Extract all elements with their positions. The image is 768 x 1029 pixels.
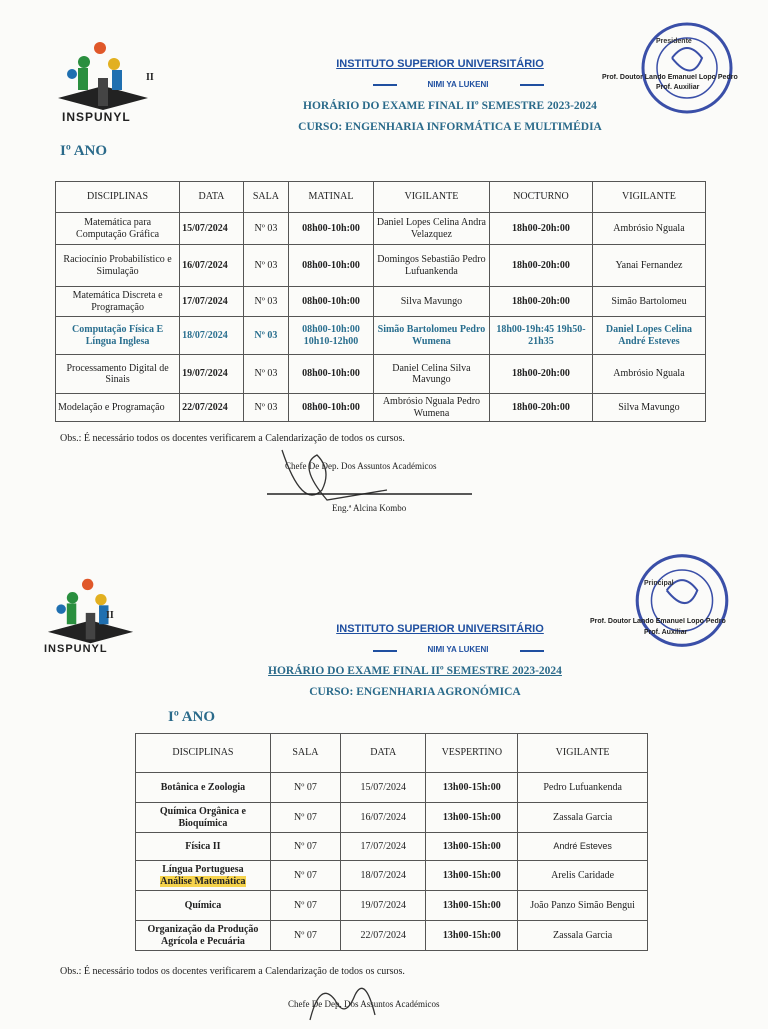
institute-name-2: INSTITUTO SUPERIOR UNIVERSITÁRIO — [336, 623, 544, 635]
cell-data: 19/07/2024 — [180, 355, 244, 394]
discipline-name: Língua Portuguesa — [162, 864, 244, 875]
cell-nocturno: 18h00-20h:00 — [489, 245, 592, 287]
cell-data: 15/07/2024 — [341, 773, 426, 803]
cell-matinal: 08h00-10h:00 10h10-12h00 — [289, 317, 374, 355]
table-row — [56, 394, 706, 422]
table-row — [136, 803, 648, 833]
president-role-1: Presidente — [656, 38, 692, 45]
cell-vigilante-2: Ambrósio Nguala — [592, 355, 705, 394]
cell-vigilante: Simão Bartolomeu Pedro Wumena — [373, 317, 489, 355]
cell-disciplina: Botânica e Zoologia — [136, 773, 271, 803]
cell-disciplina: Matemática para Computação Gráfica — [56, 213, 180, 245]
cell-disciplina: Física II — [136, 833, 271, 861]
dash-left-2 — [373, 650, 397, 652]
cell-vespertino: 13h00-15h:00 — [426, 773, 518, 803]
exam-title-1: HORÁRIO DO EXAME FINAL IIº SEMESTRE 2023-2024 — [303, 100, 597, 112]
stamp-2 — [626, 548, 738, 653]
nimi-2: NIMI YA LUKENI — [427, 645, 489, 654]
cell-data: 16/07/2024 — [180, 245, 244, 287]
header-data: DATA — [180, 182, 244, 213]
cell-matinal: 08h00-10h:00 — [289, 245, 374, 287]
dash-right-1 — [520, 84, 544, 86]
cell-disciplina: Raciocínio Probabilístico e Simulação — [56, 245, 180, 287]
cell-vigilante: Zassala Garcia — [518, 803, 648, 833]
cell-sala: Nº 03 — [243, 213, 288, 245]
cell-sala: Nº 03 — [243, 394, 288, 422]
cell-vigilante: Arelis Caridade — [518, 861, 648, 891]
president-name-2: Prof. Doutor Lando Emanuel Lopo Pedro — [590, 618, 726, 625]
cell-matinal: 08h00-10h:00 — [289, 287, 374, 317]
cell-disciplina: Computação Física E Língua Inglesa — [56, 317, 180, 355]
president-role-2: Principal — [644, 580, 674, 587]
cell-data: 17/07/2024 — [341, 833, 426, 861]
president-title-2: Prof. Auxiliar — [644, 629, 688, 636]
header-sala: SALA — [243, 182, 288, 213]
cell-matinal: 08h00-10h:00 — [289, 355, 374, 394]
cell-sala: Nº 03 — [243, 317, 288, 355]
cell-vigilante: Daniel Lopes Celina Andra Velazquez — [373, 213, 489, 245]
cell-disciplina — [136, 861, 271, 891]
logo-suffix-1: II — [146, 72, 154, 83]
year-title-2: Iº ANO — [168, 709, 216, 725]
cell-nocturno: 18h00-19h:45 19h50-21h35 — [489, 317, 592, 355]
header-vigilante: VIGILANTE — [518, 734, 648, 773]
cell-vigilante: João Panzo Simão Bengui — [518, 891, 648, 921]
cell-sala: Nº 03 — [243, 287, 288, 317]
header-vigilante: VIGILANTE — [373, 182, 489, 213]
cell-vigilante-2: Yanai Fernandez — [592, 245, 705, 287]
president-title-1: Prof. Auxiliar — [656, 84, 700, 91]
cell-data: 18/07/2024 — [180, 317, 244, 355]
exam-title-2: HORÁRIO DO EXAME FINAL IIº SEMESTRE 2023-2024 — [268, 665, 562, 677]
cell-sala: Nº 07 — [270, 833, 340, 861]
chefe-title-1: Chefe De Dep. Dos Assuntos Académicos — [285, 461, 437, 471]
dash-right-2 — [520, 650, 544, 652]
obs-note-2: Obs.: É necessário todos os docentes verificarem a Calendarização de todos os cursos. — [60, 966, 405, 977]
dash-left-1 — [373, 84, 397, 86]
logo-suffix-2: II — [106, 610, 114, 621]
cell-data: 22/07/2024 — [341, 921, 426, 951]
header-nocturno: NOCTURNO — [489, 182, 592, 213]
cell-data: 18/07/2024 — [341, 861, 426, 891]
cell-sala: Nº 07 — [270, 921, 340, 951]
cell-vigilante: Zassala Garcia — [518, 921, 648, 951]
nimi-1: NIMI YA LUKENI — [427, 80, 489, 89]
cell-vespertino: 13h00-15h:00 — [426, 833, 518, 861]
highlighted-discipline: Análise Matemática — [160, 875, 246, 887]
cell-matinal: 08h00-10h:00 — [289, 213, 374, 245]
cell-nocturno: 18h00-20h:00 — [489, 213, 592, 245]
cell-vespertino: 13h00-15h:00 — [426, 891, 518, 921]
course-2: CURSO: ENGENHARIA AGRONÓMICA — [309, 686, 521, 698]
cell-nocturno: 18h00-20h:00 — [489, 355, 592, 394]
table-row — [56, 245, 706, 287]
cell-disciplina: Modelação e Programação — [56, 394, 180, 422]
cell-vigilante: Pedro Lufuankenda — [518, 773, 648, 803]
cell-data: 19/07/2024 — [341, 891, 426, 921]
cell-matinal: 08h00-10h:00 — [289, 394, 374, 422]
obs-note-1: Obs.: É necessário todos os docentes verificarem a Calendarização de todos os cursos. — [60, 433, 405, 444]
header-disciplinas: DISCIPLINAS — [56, 182, 180, 213]
logo-text-2: INSPUNYL — [44, 643, 108, 655]
cell-sala: Nº 07 — [270, 803, 340, 833]
table-row — [56, 355, 706, 394]
cell-nocturno: 18h00-20h:00 — [489, 394, 592, 422]
schedule-table-1 — [55, 181, 706, 422]
cell-data: 17/07/2024 — [180, 287, 244, 317]
cell-vespertino: 13h00-15h:00 — [426, 921, 518, 951]
header-vespertino: VESPERTINO — [426, 734, 518, 773]
chefe-title-2: Chefe De Dep. Dos Assuntos Académicos — [288, 999, 440, 1009]
cell-sala: Nº 03 — [243, 245, 288, 287]
cell-sala: Nº 07 — [270, 861, 340, 891]
cell-nocturno: 18h00-20h:00 — [489, 287, 592, 317]
stamp-1 — [632, 18, 742, 118]
signature-2 — [290, 980, 410, 1024]
header-data: DATA — [341, 734, 426, 773]
cell-sala: Nº 07 — [270, 773, 340, 803]
header-disciplinas: DISCIPLINAS — [136, 734, 271, 773]
cell-data: 15/07/2024 — [180, 213, 244, 245]
cell-vigilante-2: Ambrósio Nguala — [592, 213, 705, 245]
cell-vigilante: Silva Mavungo — [373, 287, 489, 317]
table-row — [56, 287, 706, 317]
course-1: CURSO: ENGENHARIA INFORMÁTICA E MULTIMÉDIA — [298, 121, 602, 133]
table-row — [136, 861, 648, 891]
cell-sala: Nº 07 — [270, 891, 340, 921]
cell-data: 16/07/2024 — [341, 803, 426, 833]
table-row — [136, 891, 648, 921]
schedule-table-2 — [135, 733, 648, 951]
cell-vigilante: Domingos Sebastião Pedro Lufuankenda — [373, 245, 489, 287]
cell-vespertino: 13h00-15h:00 — [426, 803, 518, 833]
cell-data: 22/07/2024 — [180, 394, 244, 422]
cell-disciplina: Processamento Digital de Sinais — [56, 355, 180, 394]
signature-1 — [262, 440, 482, 510]
table-header-row — [56, 182, 706, 213]
signer-1: Eng.ª Alcina Kombo — [332, 503, 407, 513]
table-row — [136, 773, 648, 803]
institute-name-1: INSTITUTO SUPERIOR UNIVERSITÁRIO — [336, 58, 544, 70]
table-row — [136, 833, 648, 861]
cell-sala: Nº 03 — [243, 355, 288, 394]
header-sala: SALA — [270, 734, 340, 773]
header-matinal: MATINAL — [289, 182, 374, 213]
cell-vespertino: 13h00-15h:00 — [426, 861, 518, 891]
cell-vigilante: Ambrósio Nguala Pedro Wumena — [373, 394, 489, 422]
table-row — [56, 213, 706, 245]
table-row — [56, 317, 706, 355]
cell-vigilante-2: Daniel Lopes Celina André Esteves — [592, 317, 705, 355]
cell-vigilante: André Esteves — [518, 833, 648, 861]
cell-disciplina: Química — [136, 891, 271, 921]
header-vigilante-2: VIGILANTE — [592, 182, 705, 213]
president-name-1: Prof. Doutor Lando Emanuel Lopo Pedro — [602, 74, 738, 81]
table-row — [136, 921, 648, 951]
cell-vigilante: Daniel Celina Silva Mavungo — [373, 355, 489, 394]
cell-vigilante-2: Silva Mavungo — [592, 394, 705, 422]
cell-disciplina: Matemática Discreta e Programação — [56, 287, 180, 317]
year-title-1: Iº ANO — [60, 143, 108, 159]
logo-text-1: INSPUNYL — [62, 110, 131, 124]
table-header-row — [136, 734, 648, 773]
cell-disciplina: Química Orgânica e Bioquímica — [136, 803, 271, 833]
cell-vigilante-2: Simão Bartolomeu — [592, 287, 705, 317]
cell-disciplina: Organização da Produção Agrícola e Pecuária — [136, 921, 271, 951]
